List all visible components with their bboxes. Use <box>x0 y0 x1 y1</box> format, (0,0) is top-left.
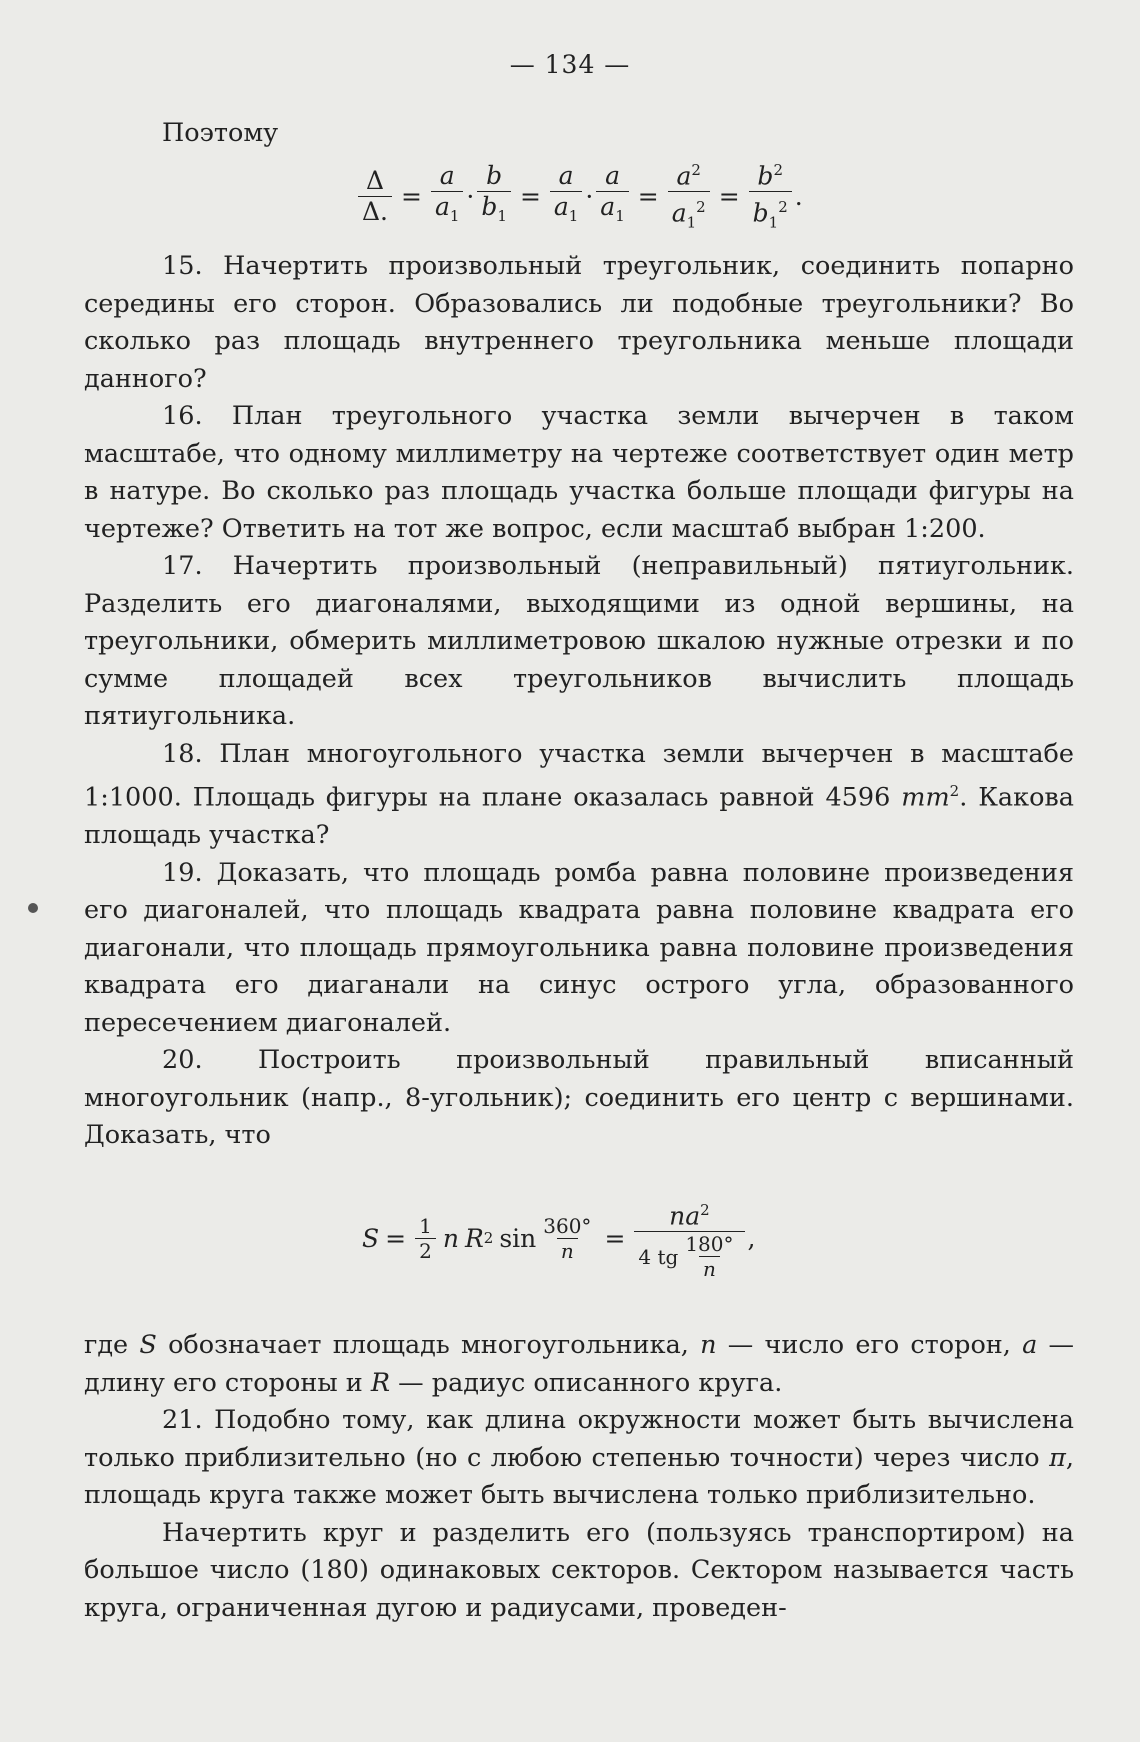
fraction-b2-b1-2: $\frac{b^2}{b_1^2}$ <box>749 155 792 238</box>
problems-15-19 <box>84 248 1074 1155</box>
area-ratio-formula: $\frac{\Delta}{\Delta.}$ = $\frac{a}{a_1}$ · $\frac{b}{b_1}$ = $\frac{a}{a_1}$ · $\frac{a}{a_1}$ = $\frac{a^2}{a_1^2}$ = $\frac{b^2}{b_1^2}$ . <box>355 155 803 238</box>
problem-15: 15. Начертить произвольный треугольник, соединить попарно середины его сторон. Образовались ли подобные треугольники? Во сколько раз площадь внутреннего треугольника меньше площади данного? <box>84 251 1074 394</box>
fraction-180-n: $\frac{180^\circ}{n}$ <box>685 1232 734 1282</box>
fraction-a2-a1-2: $\frac{a^2}{a_1^2}$ <box>668 155 710 238</box>
page-number: — 134 — <box>509 50 631 79</box>
problem-21-continued: Начертить круг и разделить его (пользуясь транспортиром) на большое число (180) одинаковых секторов. Сектором называется часть круга, ограниченная дугою и радиусами, проведен- <box>84 1517 1074 1623</box>
unit-mm: mm <box>901 782 950 813</box>
problem-18: 18. План многоугольного участка земли вычерчен в масштабе 1:1000. Площадь фигуры на плане оказалась равной 4596 $mm^2$. Какова площадь участка? <box>84 738 1074 850</box>
fraction-a-a1: $\frac{a}{a_1}$ <box>431 161 463 231</box>
polygon-area-formula: S = $\frac{1}{2}$ n R 2 sin $\frac{360^\circ}{n}$ = $na^2$ 4 tg $\frac{180^\circ}{n}$ , <box>362 1195 755 1281</box>
fraction-b-b1: $\frac{b}{b_1}$ <box>477 161 511 231</box>
problem-20-where: где S обозначает площадь многоугольника, n — число его сторон, a — длину его стороны и R — радиус описанного круга. <box>84 1330 1075 1398</box>
problem-19: 19. Доказать, что площадь ромба равна половине произведения его диагоналей, что площадь квадрата равна половине квадрата его диагонали, что площадь прямоугольника равна половине произведения квадрата его диаганали на синус острого угла, образованного пересечением диагоналей. <box>84 857 1074 1038</box>
fraction-a-a1-second: $\frac{a}{a_1}$ <box>550 161 582 231</box>
fraction-one-half: $\frac{1}{2}$ <box>415 1214 436 1263</box>
intro-word: Поэтому <box>162 118 279 148</box>
intro-line <box>84 115 1074 153</box>
problems-20-21 <box>84 1327 1074 1627</box>
fraction-a-a1-third: $\frac{a}{a_1}$ <box>596 161 628 231</box>
problem-16: 16. План треугольного участка земли вычерчен в таком масштабе, что одному миллиметру на чертеже соответствует один метр в натуре. Во сколько раз площадь участка больше площади фигуры на чертеже? Ответить на тот же вопрос, если масштаб выбран 1:200. <box>84 401 1074 544</box>
fraction-delta: $\frac{\Delta}{\Delta.}$ <box>358 166 392 227</box>
problem-17: 17. Начертить произвольный (неправильный) пятиугольник. Разделить его диагоналями, выходящими из одной вершины, на треугольники, обмерить миллиметровою шкалою нужные отрезки и по сумме площадей всех треугольников вычислить площадь пятиугольника. <box>84 551 1074 731</box>
problem-20: 20. Построить произвольный правильный вписанный многоугольник (напр., 8-угольник); соединить его центр с вершинами. Доказать, что <box>84 1045 1074 1150</box>
fraction-360-n: $\frac{360^\circ}{n}$ <box>543 1213 592 1263</box>
fraction-na2-tg: $na^2$ 4 tg $\frac{180^\circ}{n}$ <box>634 1195 744 1281</box>
ink-speck <box>28 903 38 913</box>
problem-21: 21. Подобно тому, как длина окружности может быть вычислена только приблизительно (но с любою степенью точности) через число π, площадь круга также может быть вычислена только приблизительно. <box>84 1405 1075 1510</box>
